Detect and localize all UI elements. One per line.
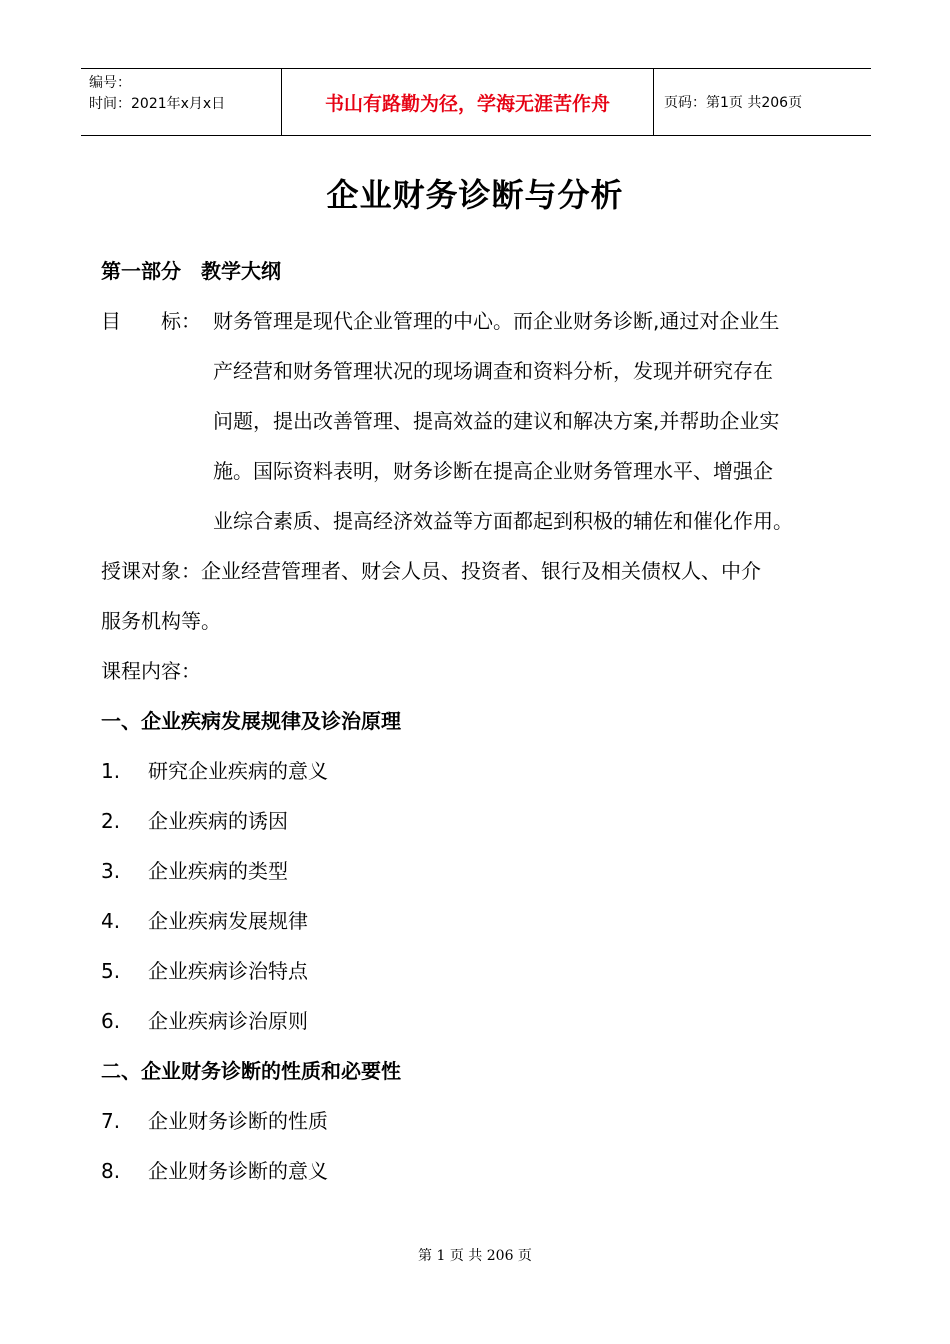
time-label: 时间：2021年x月x日 [89,96,226,112]
page-header [81,68,871,136]
objective-line: 财务管理是现代企业管理的中心。而企业财务诊断,通过对企业生 [213,309,780,333]
list-item: 1. 研究企业疾病的意义 [101,759,328,783]
header-motto: 书山有路勤为径，学海无涯苦作舟 [281,69,654,135]
page-footer: 第 1 页 共 206 页 [418,1248,532,1264]
section-heading: 二、企业财务诊断的性质和必要性 [101,1059,401,1083]
list-item: 6. 企业疾病诊治原则 [101,1009,308,1033]
audience-line: 授课对象：企业经营管理者、财会人员、投资者、银行及相关债权人、中介 [101,559,761,583]
audience-line: 服务机构等。 [101,609,221,633]
objective-block [101,296,853,546]
document-body [101,246,853,1196]
part-heading: 第一部分 教学大纲 [101,259,281,283]
list-item: 4. 企业疾病发展规律 [101,909,308,933]
list-item: 3. 企业疾病的类型 [101,859,288,883]
objective-line: 业综合素质、提高经济效益等方面都起到积极的辅佐和催化作用。 [213,509,793,533]
objective-line: 施。国际资料表明，财务诊断在提高企业财务管理水平、增强企 [213,459,773,483]
list-item: 8. 企业财务诊断的意义 [101,1159,328,1183]
list-item: 7. 企业财务诊断的性质 [101,1109,328,1133]
document-title: 企业财务诊断与分析 [326,176,624,214]
header-meta [81,69,281,135]
course-content-label: 课程内容： [101,659,201,683]
objective-line: 问题，提出改善管理、提高效益的建议和解决方案,并帮助企业实 [213,409,780,433]
header-page-info: 页码：第1页 共206页 [664,95,803,111]
objective-line: 产经营和财务管理状况的现场调查和资料分析，发现并研究存在 [213,359,773,383]
list-item: 2. 企业疾病的诱因 [101,809,288,833]
objective-label: 目 标： [101,309,201,333]
number-label: 编号： [89,75,131,91]
objective-text [213,296,793,546]
list-item: 5. 企业疾病诊治特点 [101,959,308,983]
section-heading: 一、企业疾病发展规律及诊治原理 [101,709,401,733]
